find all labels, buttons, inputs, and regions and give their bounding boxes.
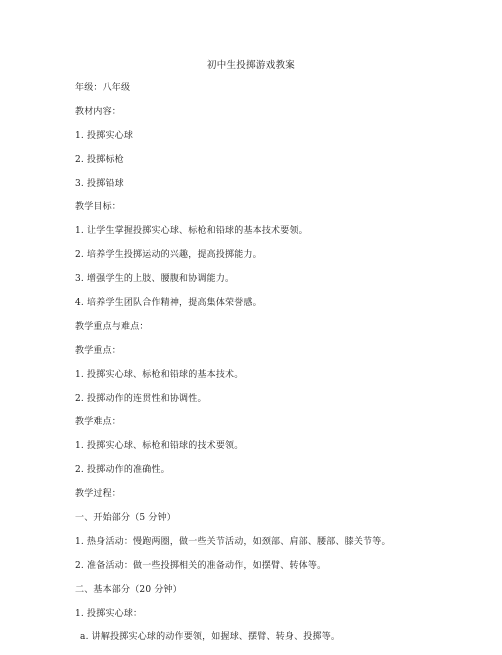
list-item: 2. 投掷动作的连贯性和协调性。 (75, 393, 207, 404)
list-item: 1. 投掷实心球、标枪和铅球的技术要领。 (75, 441, 244, 452)
list-item: 3. 投掷铅球 (75, 178, 124, 189)
list-item: 1. 热身活动：慢跑两圈，做一些关节活动，如颈部、肩部、腰部、膝关节等。 (75, 536, 391, 547)
list-item: 4. 培养学生团队合作精神，提高集体荣誉感。 (75, 298, 262, 309)
list-item: 2. 投掷标枪 (75, 154, 124, 165)
section-heading-process: 教学过程： (75, 489, 122, 500)
document-body (75, 82, 475, 655)
list-item: 3. 增强学生的上肢、腰腹和协调能力。 (75, 274, 235, 285)
subheading-focus: 教学重点： (75, 345, 122, 356)
list-item: 1. 投掷实心球、标枪和铅球的基本技术。 (75, 369, 244, 380)
list-item: 2. 培养学生投掷运动的兴趣，提高投掷能力。 (75, 250, 262, 261)
list-item: 2. 准备活动：做一些投掷相关的准备动作，如摆臂、转体等。 (75, 560, 327, 571)
list-item: 1. 投掷实心球 (75, 130, 134, 141)
part-heading-start: 一、开始部分（5 分钟） (75, 513, 176, 524)
section-heading-objectives: 教学目标： (75, 202, 122, 213)
list-item: 1. 投掷实心球： (75, 608, 143, 619)
sub-list-item: a. 讲解投掷实心球的动作要领，如握球、摆臂、转身、投掷等。 (80, 632, 341, 643)
part-heading-basic: 二、基本部分（20 分钟） (75, 584, 182, 595)
document-title: 初中生投掷游戏教案 (206, 60, 296, 71)
grade-line: 年级：八年级 (75, 83, 131, 93)
list-item: 1. 让学生掌握投掷实心球、标枪和铅球的基本技术要领。 (75, 226, 308, 237)
section-heading-materials: 教材内容： (75, 106, 122, 117)
subheading-difficulty: 教学难点： (75, 417, 122, 428)
list-item: 2. 投掷动作的准确性。 (75, 465, 170, 476)
section-heading-key-points: 教学重点与难点： (75, 321, 149, 332)
